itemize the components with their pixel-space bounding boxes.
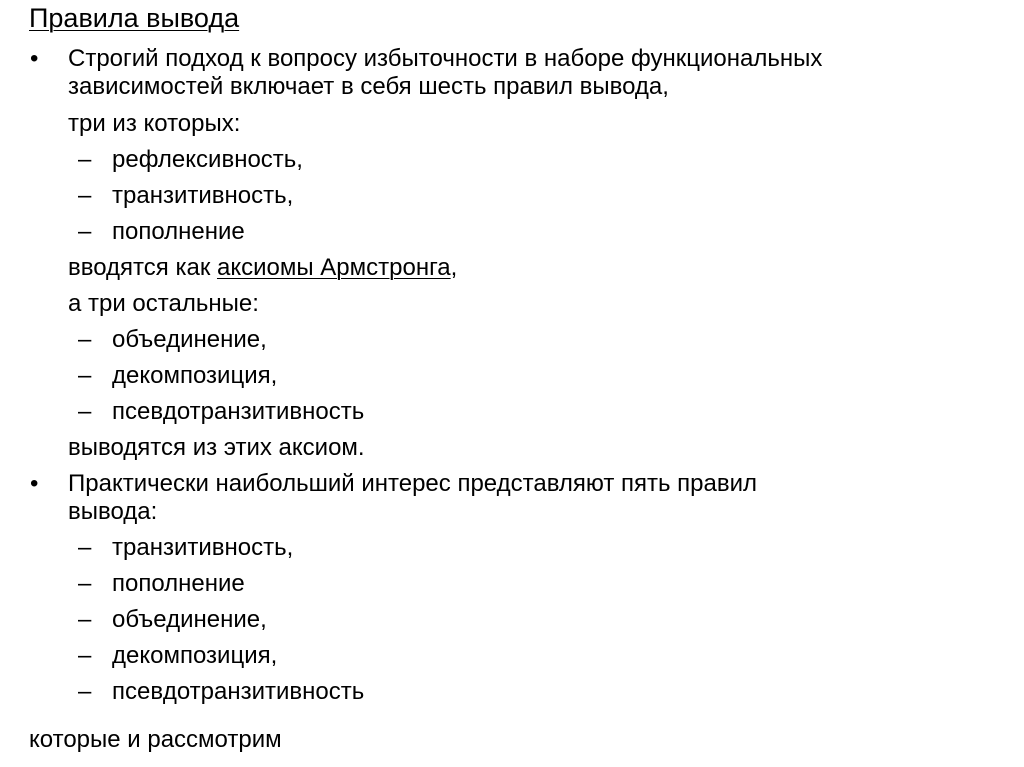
bullet-1-marker: •	[30, 45, 39, 72]
bullet-2-line-2: вывода:	[68, 498, 158, 525]
dash-marker: –	[78, 606, 92, 633]
rule-item: объединение,	[112, 606, 267, 633]
axiom-item: пополнение	[112, 218, 245, 245]
dash-marker: –	[78, 570, 92, 597]
dash-marker: –	[78, 534, 92, 561]
rule-item: пополнение	[112, 570, 245, 597]
axioms-intro-text: вводятся как	[68, 254, 217, 281]
axioms-intro-comma: ,	[450, 254, 458, 281]
rule-item: псевдотранзитивность	[112, 678, 365, 705]
slide-title: Правила вывода	[29, 3, 240, 33]
rule-item: декомпозиция,	[112, 642, 278, 669]
remaining-intro-line: а три остальные:	[68, 290, 259, 317]
axiom-item: рефлексивность,	[112, 146, 303, 173]
derived-outro-line: выводятся из этих аксиом.	[68, 434, 365, 461]
dash-marker: –	[78, 182, 92, 209]
dash-marker: –	[78, 326, 92, 353]
rule-item: транзитивность,	[112, 534, 294, 561]
derived-item: псевдотранзитивность	[112, 398, 365, 425]
closing-line: которые и рассмотрим	[29, 726, 282, 753]
dash-marker: –	[78, 398, 92, 425]
axioms-intro-line	[68, 254, 457, 282]
bullet-2-line-1: Практически наибольший интерес представляют пять правил	[68, 470, 758, 497]
derived-item: декомпозиция,	[112, 362, 278, 389]
bullet-2-marker: •	[30, 470, 39, 497]
dash-marker: –	[78, 362, 92, 389]
dash-marker: –	[78, 218, 92, 245]
dash-marker: –	[78, 642, 92, 669]
derived-item: объединение,	[112, 326, 267, 353]
bullet-1-line-1: Строгий подход к вопросу избыточности в наборе функциональных	[68, 45, 823, 72]
bullet-1-line-2: зависимостей включает в себя шесть правил вывода,	[68, 73, 669, 100]
bullet-1-line-3: три из которых:	[68, 110, 241, 137]
armstrong-axioms-link[interactable]: аксиомы Армстронга	[216, 254, 451, 281]
dash-marker: –	[78, 146, 92, 173]
dash-marker: –	[78, 678, 92, 705]
axiom-item: транзитивность,	[112, 182, 294, 209]
